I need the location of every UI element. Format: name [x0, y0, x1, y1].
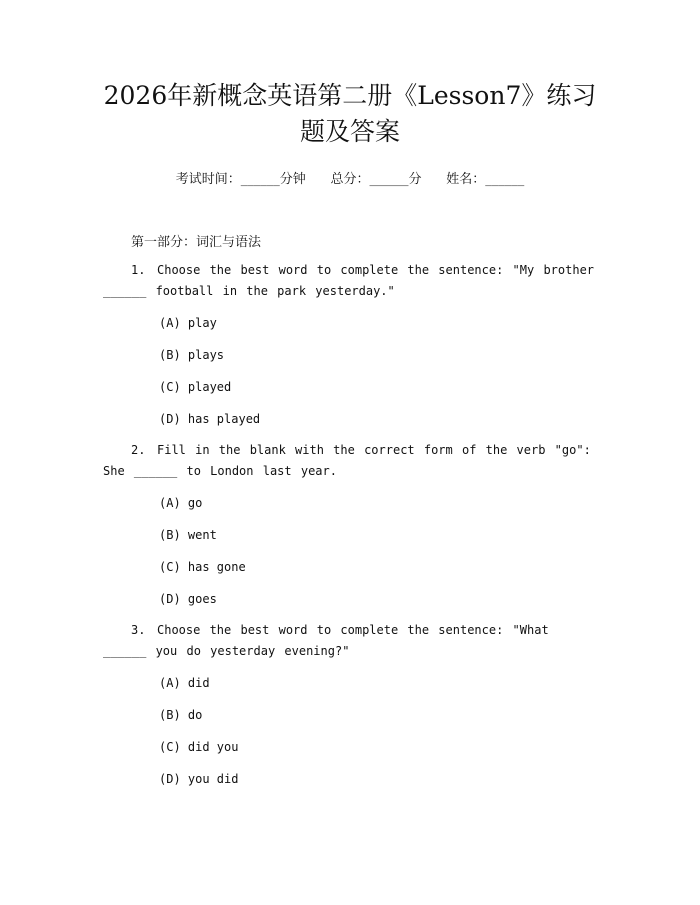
- question-text: Choose the best word to complete the sentence: "My brother ______ football in the park yesterday.": [103, 263, 604, 298]
- question-2-option-b: (B) went: [159, 528, 217, 542]
- question-2-option-a: (A) go: [159, 496, 203, 510]
- question-3: [103, 620, 595, 662]
- question-1-option-a: (A) play: [159, 316, 217, 330]
- title-line-1: 2026年新概念英语第二册《Lesson7》练习: [103, 81, 597, 110]
- question-1: [103, 260, 604, 302]
- question-3-option-c: (C) did you: [159, 740, 239, 754]
- question-number: 2.: [131, 443, 146, 457]
- question-1-option-b: (B) plays: [159, 348, 225, 362]
- question-text: Fill in the blank with the correct form of the verb "go": She ______ to London last year.: [103, 443, 601, 478]
- question-number: 1.: [131, 263, 146, 277]
- section-heading: 第一部分：词汇与语法: [131, 235, 262, 250]
- question-2-option-c: (C) has gone: [159, 560, 246, 574]
- question-1-option-d: (D) has played: [159, 412, 261, 426]
- question-3-option-b: (B) do: [159, 708, 203, 722]
- title-line-2: 题及答案: [299, 117, 400, 146]
- question-2-option-d: (D) goes: [159, 592, 217, 606]
- question-3-option-d: (D) you did: [159, 772, 239, 786]
- question-text: Choose the best word to complete the sentence: "What ______ you do yesterday evening?": [103, 623, 558, 658]
- question-2: [103, 440, 601, 482]
- question-1-option-c: (C) played: [159, 380, 232, 394]
- document-title: [60, 78, 640, 150]
- question-3-option-a: (A) did: [159, 676, 210, 690]
- question-number: 3.: [131, 623, 146, 637]
- exam-info-line: 考试时间：______分钟 总分：______分 姓名：______: [175, 172, 525, 187]
